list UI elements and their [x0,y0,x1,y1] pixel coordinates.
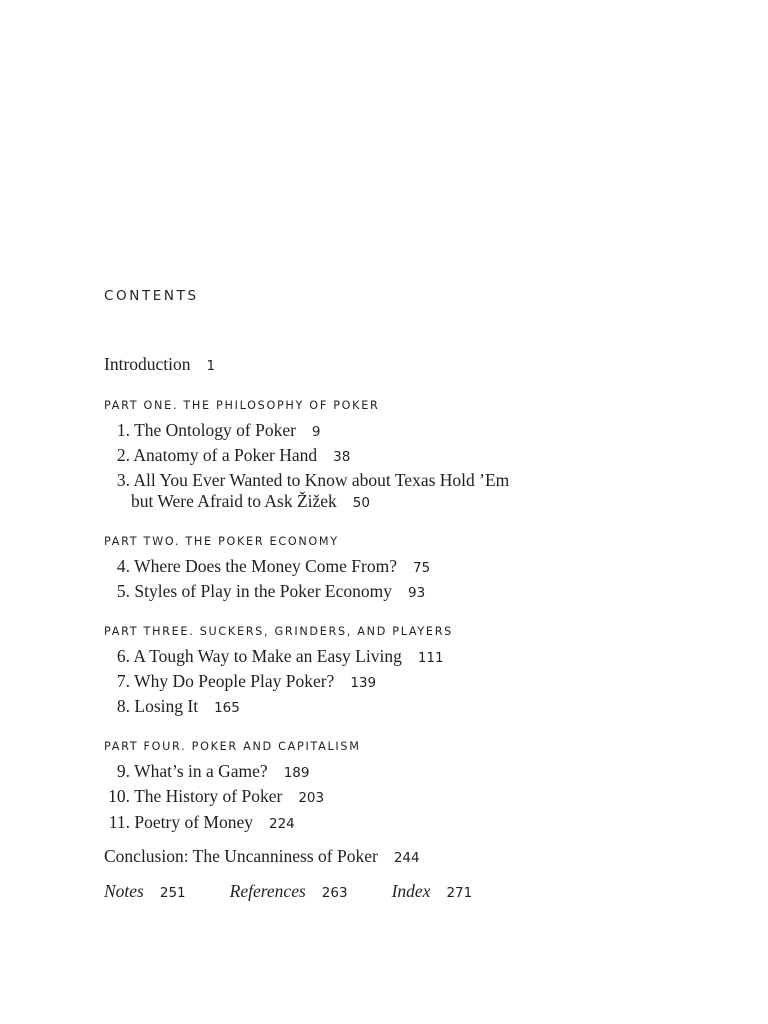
chapter-number: 6. [116,646,130,666]
entry-page: 244 [393,850,420,866]
chapter-number: 7. [116,671,130,691]
entry-title: The History of Poker [134,786,283,806]
entry-page: 9 [311,424,321,440]
toc-entry-notes[interactable] [104,881,186,901]
entry-title: Poetry of Money [134,812,253,832]
entry-page: 38 [333,449,351,465]
toc-entry-chapter-5[interactable] [104,581,425,602]
entry-page: 50 [352,495,370,511]
toc-entry-conclusion[interactable] [104,846,420,867]
part-four-heading: PART FOUR. POKER AND CAPITALISM [104,740,361,753]
chapter-number: 4. [116,556,130,576]
chapter-number: 8. [116,696,130,716]
entry-title: What’s in a Game? [134,761,268,781]
chapter-number: 9. [116,761,130,781]
toc-backmatter-row [104,881,472,902]
entry-title: Index [391,881,431,901]
entry-page: 139 [350,675,377,691]
entry-title: Styles of Play in the Poker Economy [134,581,392,601]
entry-page: 271 [446,885,473,901]
entry-title: All You Ever Wanted to Know about Texas Hold ’Em [133,470,510,490]
contents-heading: CONTENTS [104,288,199,304]
chapter-number: 3. [116,470,130,490]
toc-entry-introduction[interactable] [104,354,215,375]
toc-entry-index[interactable] [392,881,473,901]
toc-entry-chapter-2[interactable] [104,445,350,466]
entry-page: 75 [412,560,431,576]
part-two-heading: PART TWO. THE POKER ECONOMY [104,535,339,548]
toc-entry-chapter-11[interactable] [104,812,295,833]
entry-page: 251 [159,885,186,901]
toc-entry-chapter-3-continued[interactable] [104,491,370,512]
entry-title: Notes [104,881,144,901]
entry-page: 263 [321,885,348,901]
part-three-heading: PART THREE. SUCKERS, GRINDERS, AND PLAYERS [104,625,453,638]
entry-title: Where Does the Money Come From? [134,556,397,576]
entry-page: 1 [206,358,216,374]
entry-page: 165 [214,700,240,716]
entry-title-continued: but Were Afraid to Ask Žižek [131,491,337,511]
toc-entry-chapter-9[interactable] [104,761,309,782]
chapter-number: 1. [116,420,130,440]
chapter-number: 2. [116,445,130,465]
entry-title: Conclusion: The Uncanniness of Poker [104,846,378,866]
toc-entry-chapter-7[interactable] [104,671,376,692]
entry-page: 203 [298,790,325,806]
chapter-number: 11. [108,812,130,832]
entry-title: Losing It [134,696,199,716]
entry-title: Why Do People Play Poker? [134,671,335,691]
entry-page: 189 [283,765,310,781]
entry-page: 93 [408,585,426,601]
part-one-heading: PART ONE. THE PHILOSOPHY OF POKER [104,399,380,412]
entry-page: 224 [268,816,295,832]
chapter-number: 10. [108,786,130,806]
toc-entry-chapter-1[interactable] [104,420,321,441]
entry-title: References [229,881,306,901]
entry-title: Anatomy of a Poker Hand [133,445,318,465]
toc-entry-references[interactable] [230,881,348,901]
toc-entry-chapter-10[interactable] [104,786,324,807]
entry-title: Introduction [104,354,191,374]
toc-entry-chapter-3[interactable] [104,470,509,491]
entry-page: 111 [417,650,444,666]
entry-title: A Tough Way to Make an Easy Living [133,646,402,666]
toc-entry-chapter-8[interactable] [104,696,240,717]
chapter-number: 5. [116,581,130,601]
toc-entry-chapter-4[interactable] [104,556,430,577]
toc-entry-chapter-6[interactable] [104,646,444,667]
entry-title: The Ontology of Poker [134,420,296,440]
